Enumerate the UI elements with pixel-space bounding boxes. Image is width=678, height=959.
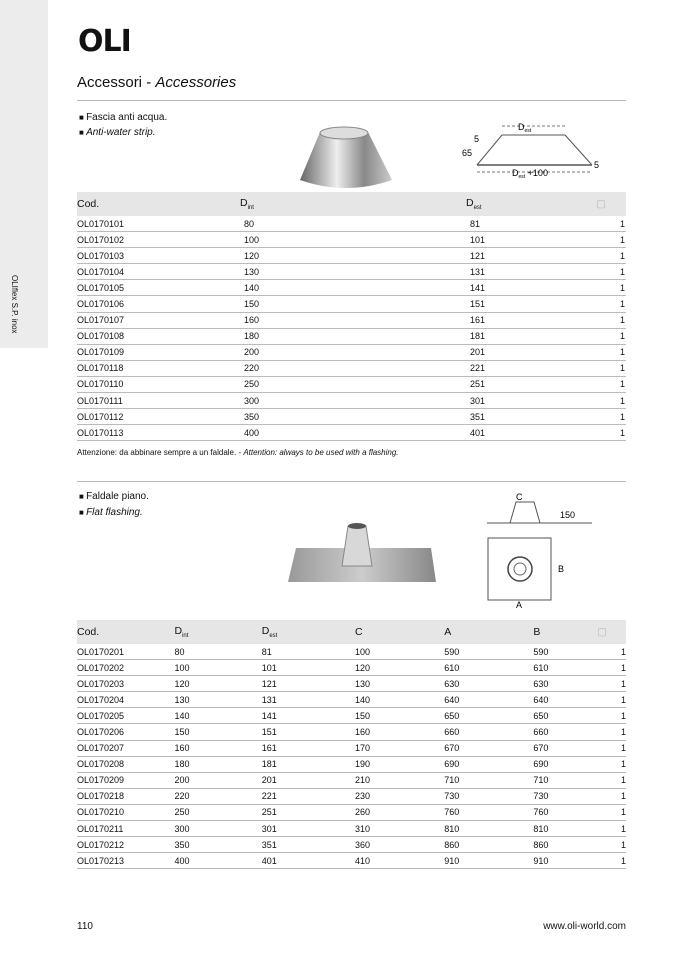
table-cell: 131 (262, 692, 355, 708)
table-cell: OL0170205 (77, 708, 174, 724)
table-cell: 310 (355, 821, 444, 837)
table-cell: OL0170213 (77, 853, 174, 869)
table-row (77, 264, 626, 280)
table-cell: OL0170101 (77, 216, 240, 232)
table-row (77, 788, 626, 804)
table-row (77, 296, 626, 312)
table-header (77, 192, 626, 216)
table-cell: 131 (466, 264, 596, 280)
title-sep: - (142, 74, 156, 91)
table-cell: 80 (174, 644, 261, 660)
table-cell: 350 (174, 837, 261, 853)
table-cell: OL0170102 (77, 232, 240, 248)
table-row (77, 280, 626, 296)
table-cell: 1 (596, 296, 626, 312)
table-cell: 410 (355, 853, 444, 869)
table-cell: 350 (240, 409, 466, 425)
table-cell: 670 (533, 740, 597, 756)
table-cell: 590 (533, 644, 597, 660)
table-row (77, 344, 626, 360)
table-cell: 161 (466, 312, 596, 328)
table-cell: 1 (596, 248, 626, 264)
table-cell: 180 (240, 328, 466, 344)
package-icon: ▢ (597, 620, 626, 644)
table-cell: 1 (597, 853, 626, 869)
table-cell: 141 (262, 708, 355, 724)
table-cell: 190 (355, 756, 444, 772)
col-dint: $D_{int}$ (240, 192, 466, 216)
table-cell: OL0170109 (77, 344, 240, 360)
table-cell: 100 (240, 232, 466, 248)
table-cell: 1 (596, 328, 626, 344)
table-cell: 590 (444, 644, 533, 660)
table-cell: 1 (596, 360, 626, 376)
table-cell: OL0170206 (77, 724, 174, 740)
note: Attenzione: da abbinare sempre a un faldale. - Attention: always to be used with a flashing. (77, 448, 399, 457)
table-cell: 81 (466, 216, 596, 232)
table-row (77, 312, 626, 328)
table-cell: 630 (444, 676, 533, 692)
diagram-h3: 5 (594, 160, 600, 170)
table-cell: 220 (174, 788, 261, 804)
table-cell: 1 (597, 837, 626, 853)
table-row (77, 232, 626, 248)
table-row (77, 708, 626, 724)
table-row (77, 756, 626, 772)
table-cell: 1 (597, 676, 626, 692)
page-number: 110 (77, 921, 93, 932)
oli-logo: OLI (78, 24, 131, 59)
table-cell: OL0170212 (77, 837, 174, 853)
table-cell: 81 (262, 644, 355, 660)
table-cell: 180 (174, 756, 261, 772)
table-cell: 160 (174, 740, 261, 756)
s1-bullet-en: ■ Anti-water strip. (79, 127, 156, 138)
table-cell: 140 (240, 280, 466, 296)
divider (77, 100, 626, 101)
table-cell: 810 (444, 821, 533, 837)
diagram-c: C (516, 492, 523, 502)
table-header (77, 620, 626, 644)
col-cod: Cod. (77, 620, 174, 644)
page-title (77, 74, 236, 91)
table-cell: 160 (355, 724, 444, 740)
col-dint: $D_{int}$ (174, 620, 261, 644)
table-cell: 1 (596, 216, 626, 232)
table-row (77, 853, 626, 869)
table-cell: 161 (262, 740, 355, 756)
table-cell: OL0170105 (77, 280, 240, 296)
table-cell: 221 (262, 788, 355, 804)
col-dest: $D_{est}$ (262, 620, 355, 644)
diagram-top-label: $D_{est}$ (518, 122, 532, 134)
table-row (77, 740, 626, 756)
table-row (77, 376, 626, 392)
table-cell: 1 (597, 756, 626, 772)
anti-water-strip-image (296, 124, 396, 190)
divider (77, 481, 626, 482)
table-cell: 120 (174, 676, 261, 692)
table-cell: 250 (174, 804, 261, 820)
table-cell: 100 (355, 644, 444, 660)
table-cell: 1 (597, 708, 626, 724)
col-c: C (355, 620, 444, 644)
table-cell: OL0170110 (77, 376, 240, 392)
table-cell: 910 (444, 853, 533, 869)
table-cell: OL0170108 (77, 328, 240, 344)
table-row (77, 804, 626, 820)
table-cell: 660 (444, 724, 533, 740)
table-cell: 130 (174, 692, 261, 708)
table-cell: 610 (444, 660, 533, 676)
table-cell: OL0170208 (77, 756, 174, 772)
table-cell: 351 (262, 837, 355, 853)
s1-bullet-it: ■ Fascia anti acqua. (79, 112, 167, 123)
table-cell: 1 (597, 788, 626, 804)
table-cell: 201 (466, 344, 596, 360)
anti-water-strip-table (77, 192, 626, 441)
table-cell: 1 (596, 280, 626, 296)
table-cell: 401 (466, 425, 596, 441)
table-row (77, 248, 626, 264)
table-cell: 141 (466, 280, 596, 296)
table-cell: 181 (466, 328, 596, 344)
sidebar-label: OLIflex S.P. inox (10, 275, 19, 334)
table-cell: OL0170218 (77, 788, 174, 804)
table-cell: 690 (533, 756, 597, 772)
table-cell: 351 (466, 409, 596, 425)
table-cell: 1 (596, 409, 626, 425)
table-row (77, 660, 626, 676)
table-cell: 151 (262, 724, 355, 740)
anti-water-strip-diagram (460, 120, 610, 182)
diagram-h2: 65 (462, 148, 473, 158)
table-cell: 121 (262, 676, 355, 692)
table-cell: 120 (240, 248, 466, 264)
table-cell: 101 (466, 232, 596, 248)
diagram-h: 150 (560, 510, 576, 520)
table-cell: 1 (596, 264, 626, 280)
diagram-a: A (516, 600, 523, 610)
table-cell: 1 (597, 740, 626, 756)
table-cell: OL0170201 (77, 644, 174, 660)
table-cell: 710 (533, 772, 597, 788)
table-cell: 130 (355, 676, 444, 692)
table-cell: 260 (355, 804, 444, 820)
table-cell: 121 (466, 248, 596, 264)
sidebar-tab (0, 0, 48, 348)
table-cell: 1 (597, 724, 626, 740)
table-cell: 200 (240, 344, 466, 360)
col-a: A (444, 620, 533, 644)
table-cell: 300 (240, 393, 466, 409)
table-cell: 640 (444, 692, 533, 708)
table-cell: 150 (174, 724, 261, 740)
table-cell: 1 (597, 660, 626, 676)
table-cell: 200 (174, 772, 261, 788)
table-cell: 1 (597, 821, 626, 837)
s2-bullet-it: ■ Faldale piano. (79, 491, 149, 502)
table-cell: 860 (444, 837, 533, 853)
table-cell: OL0170104 (77, 264, 240, 280)
table-cell: OL0170203 (77, 676, 174, 692)
table-cell: 150 (355, 708, 444, 724)
table-cell: 210 (355, 772, 444, 788)
table-cell: 400 (240, 425, 466, 441)
table-cell: 1 (597, 804, 626, 820)
table-row (77, 821, 626, 837)
table-row (77, 393, 626, 409)
website-url: www.oli-world.com (543, 921, 626, 932)
table-cell: 610 (533, 660, 597, 676)
diagram-b: B (558, 564, 565, 574)
table-cell: 150 (240, 296, 466, 312)
table-cell: 360 (355, 837, 444, 853)
table-cell: 730 (533, 788, 597, 804)
table-cell: 1 (596, 393, 626, 409)
table-cell: 300 (174, 821, 261, 837)
table-cell: 400 (174, 853, 261, 869)
table-cell: 760 (444, 804, 533, 820)
s2-bullet-en: ■ Flat flashing. (79, 507, 143, 518)
table-cell: 401 (262, 853, 355, 869)
table-row (77, 409, 626, 425)
table-cell: 1 (597, 692, 626, 708)
table-row (77, 772, 626, 788)
table-cell: 1 (596, 376, 626, 392)
table-cell: OL0170202 (77, 660, 174, 676)
table-cell: OL0170204 (77, 692, 174, 708)
table-cell: 140 (174, 708, 261, 724)
table-cell: 120 (355, 660, 444, 676)
flat-flashing-table (77, 620, 626, 869)
table-cell: OL0170207 (77, 740, 174, 756)
table-cell: OL0170113 (77, 425, 240, 441)
table-cell: 910 (533, 853, 597, 869)
table-row (77, 676, 626, 692)
table-cell: OL0170111 (77, 393, 240, 409)
diagram-h1: 5 (474, 134, 480, 144)
title-en: Accessories (155, 74, 237, 91)
table-cell: 710 (444, 772, 533, 788)
table-cell: 100 (174, 660, 261, 676)
table-row (77, 692, 626, 708)
table-cell: 170 (355, 740, 444, 756)
table-row (77, 425, 626, 441)
table-cell: 1 (597, 644, 626, 660)
table-cell: 730 (444, 788, 533, 804)
table-cell: 250 (240, 376, 466, 392)
table-cell: OL0170209 (77, 772, 174, 788)
package-icon: ▢ (596, 192, 626, 216)
table-cell: 301 (262, 821, 355, 837)
table-row (77, 328, 626, 344)
table-cell: 160 (240, 312, 466, 328)
table-cell: 221 (466, 360, 596, 376)
table-cell: 1 (596, 312, 626, 328)
table-cell: 1 (596, 344, 626, 360)
table-cell: 251 (262, 804, 355, 820)
table-cell: OL0170107 (77, 312, 240, 328)
flat-flashing-image (286, 520, 438, 586)
table-cell: 630 (533, 676, 597, 692)
table-cell: OL0170210 (77, 804, 174, 820)
table-cell: 650 (444, 708, 533, 724)
table-row (77, 837, 626, 853)
table-cell: 660 (533, 724, 597, 740)
flat-flashing-diagram (482, 488, 592, 610)
table-cell: OL0170118 (77, 360, 240, 376)
table-cell: 640 (533, 692, 597, 708)
table-cell: OL0170103 (77, 248, 240, 264)
table-cell: OL0170106 (77, 296, 240, 312)
table-cell: 140 (355, 692, 444, 708)
table-cell: 760 (533, 804, 597, 820)
table-cell: OL0170112 (77, 409, 240, 425)
table-cell: 130 (240, 264, 466, 280)
table-cell: 650 (533, 708, 597, 724)
table-cell: 1 (596, 232, 626, 248)
table-cell: OL0170211 (77, 821, 174, 837)
table-row (77, 360, 626, 376)
table-cell: 201 (262, 772, 355, 788)
table-row (77, 724, 626, 740)
table-cell: 1 (596, 425, 626, 441)
col-dest: $D_{est}$ (466, 192, 596, 216)
col-cod: Cod. (77, 192, 240, 216)
table-cell: 151 (466, 296, 596, 312)
table-cell: 690 (444, 756, 533, 772)
table-cell: 251 (466, 376, 596, 392)
table-cell: 1 (597, 772, 626, 788)
table-cell: 220 (240, 360, 466, 376)
table-cell: 301 (466, 393, 596, 409)
title-it: Accessori (77, 74, 143, 91)
diagram-bottom-label: $D_{est} +100$ (512, 168, 548, 180)
table-cell: 860 (533, 837, 597, 853)
table-row (77, 216, 626, 232)
table-cell: 101 (262, 660, 355, 676)
table-cell: 80 (240, 216, 466, 232)
table-row (77, 644, 626, 660)
table-cell: 230 (355, 788, 444, 804)
table-cell: 810 (533, 821, 597, 837)
table-cell: 670 (444, 740, 533, 756)
col-b: B (533, 620, 597, 644)
table-cell: 181 (262, 756, 355, 772)
